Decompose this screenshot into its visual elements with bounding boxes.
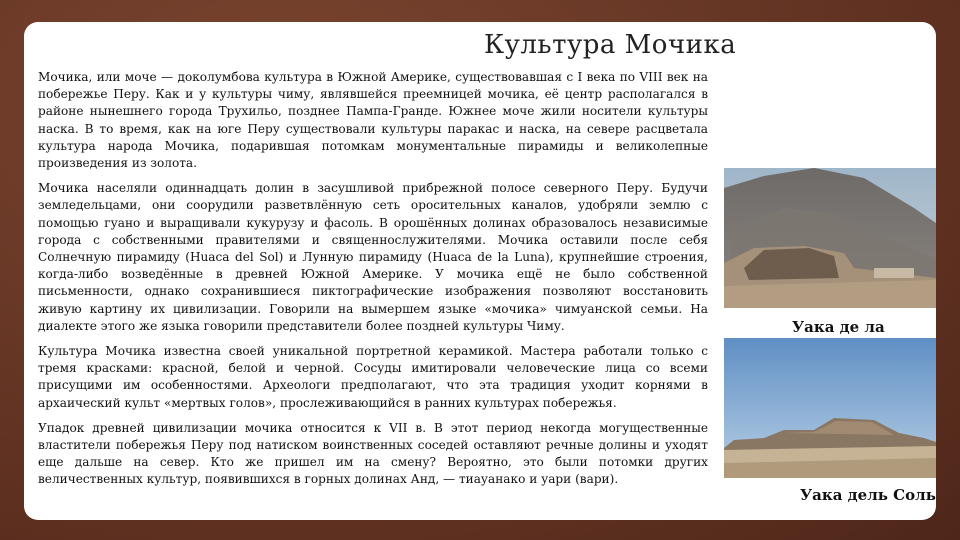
paragraph-4: Упадок древней цивилизации мочика относится к VII в. В этот период некогда могущественные властители побережья Перу под натиском воинственных соседей оставляют речные долины и уходят еще дальше на север. Кто же пришел им на смену? Вероятно, это были потомки других величественных культур, появившихся в горных долинах Анд, — тиауанако и уари (вари). (38, 420, 708, 487)
text-column (38, 69, 708, 497)
paragraph-1: Мочика, или моче — доколумбова культура в Южной Америке, существовавшая с I века по VIII век на побережье Перу. Как и у культуры чиму, являвшейся преемницей мочика, её центр располагался в районе нынешнего города Трухильо, позднее Пампа-Гранде. Южнее моче жили носители культуры наска. В то время, как на юге Перу существовали культуры паракас и наска, на севере расцветала культура народа Мочика, подарившая потомкам монументальные пирамиды и великолепные произведения из золота. (38, 70, 708, 171)
paragraph-2: Мочика населяли одиннадцать долин в засушливой прибрежной полосе северного Перу. Будучи земледельцами, они соорудили разветвлённую сеть оросительных каналов, удобряли землю с помощью гуано и выращивали кукурузу и фасоль. В орошённых долинах образовалось независимые города с собственными правителями и священнослужителями. Мочика оставили после себя Солнечную пирамиду (Huaca del Sol) и Лунную пирамиду (Huaca de la Luna), крупнейшие строения, когда-либо возведённые в древней Южной Америке. У мочика ещё не было собственной письменности, однако сохранившиеся пиктографические изображения позволяют восстановить живую картину их цивилизации. Говорили на вымершем языке «мочика» чимуанской семьи. На диалекте этого же языка говорили представители более поздней культуры Чиму. (38, 181, 708, 333)
slide-title: Культура Мочика (484, 30, 737, 60)
slide (24, 22, 936, 520)
huaca-de-la-luna-photo (724, 168, 936, 308)
photo-caption-2: Уака дель Соль (800, 486, 936, 504)
huaca-del-sol-photo (724, 338, 936, 478)
photo-caption-1: Уака де ла (792, 318, 885, 336)
paragraph-3: Культура Мочика известна своей уникальной портретной керамикой. Мастера работали только с тремя красками: красной, белой и черной. Сосуды имитировали человеческие лица со всеми присущими им особенностями. Археологи предполагают, что эта традиция уходит корнями в архаический культ «мертвых голов», прослеживающийся в ранних культурах побережья. (38, 344, 708, 410)
